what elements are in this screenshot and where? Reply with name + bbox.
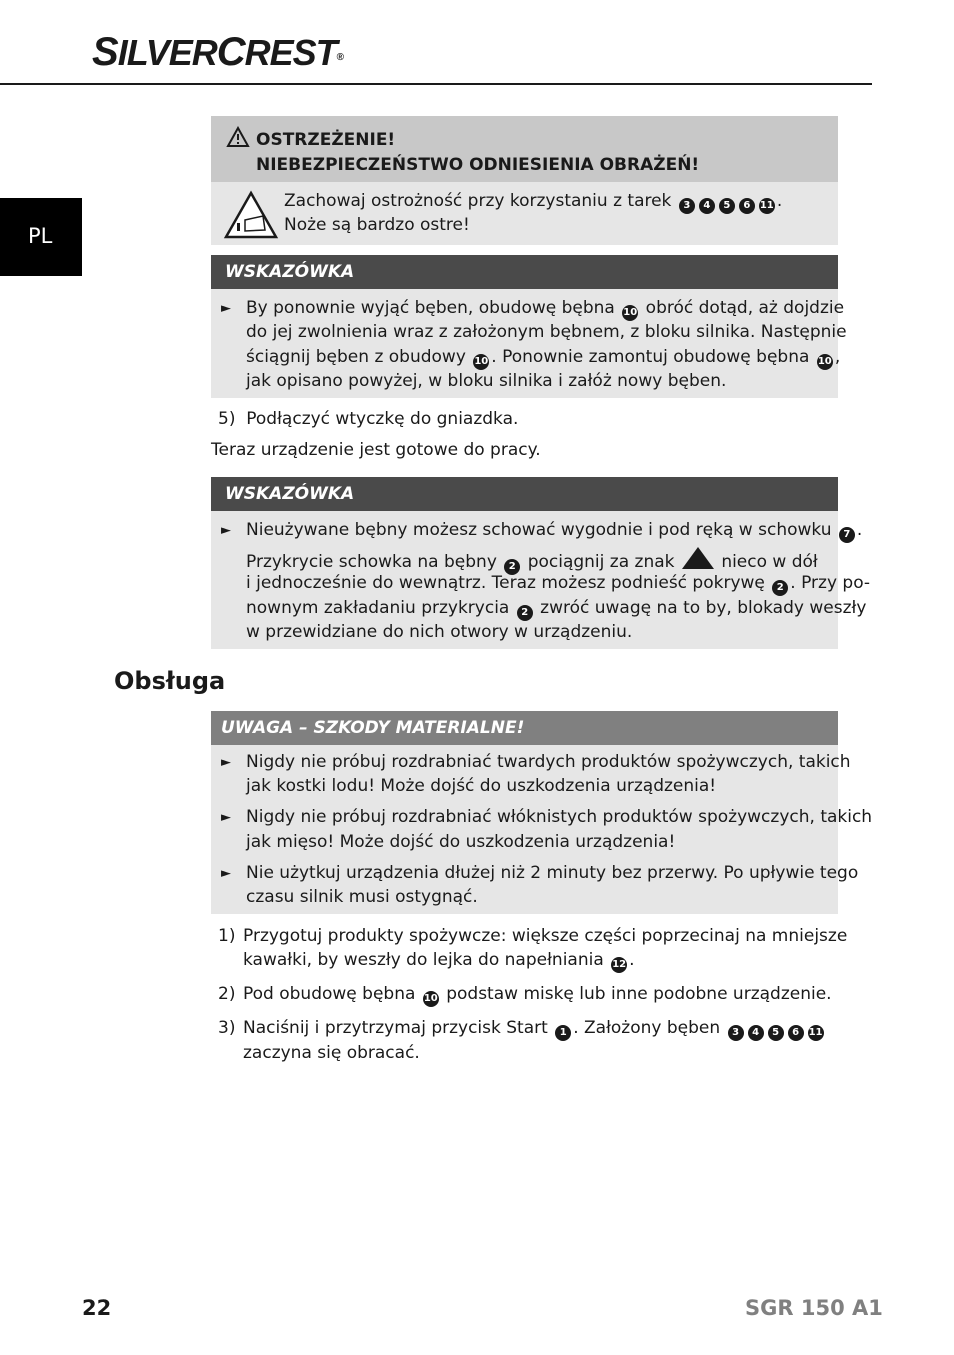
warning-subtitle: NIEBEZPIECZEŃSTWO ODNIESIENIA OBRAŻEŃ! (256, 155, 700, 175)
step-1-line-1: Przygotuj produkty spożywcze: większe części poprzecinaj na mniejsze (243, 926, 848, 946)
step-3-line-1: Naciśnij i przytrzymaj przycisk Start 1 . Założony bęben 3 4 5 6 11 (243, 1018, 826, 1041)
ready-text: Teraz urządzenie jest gotowe do pracy. (211, 440, 541, 460)
model-name: SGR 150 A1 (745, 1296, 883, 1320)
note-body (211, 511, 871, 649)
bullet-icon: ► (221, 523, 231, 538)
brand-logo: SILVERCREST® (92, 30, 343, 74)
language-tab: PL (0, 198, 82, 276)
note-line: jak opisano powyżej, w bloku silnika i załóż nowy bęben. (246, 371, 727, 391)
warning-line-1: Zachowaj ostrożność przy korzystaniu z tarek 3 4 5 6 11 . (284, 191, 782, 214)
caution-line: Nigdy nie próbuj rozdrabniać włóknistych produktów spożywczych, takich (246, 807, 873, 827)
note-line: nownym zakładaniu przykrycia 2 zwróć uwagę na to by, blokady weszły (246, 598, 866, 621)
caution-line: Nigdy nie próbuj rozdrabniać twardych produktów spożywczych, takich (246, 752, 851, 772)
step-1-line-2: kawałki, by weszły do lejka do napełniania 12 . (243, 950, 635, 973)
note-line: do jej zwolnienia wraz z założonym bębnem, z bloku silnika. Następnie (246, 322, 847, 342)
bullet-icon: ► (221, 755, 231, 770)
sharp-blade-warning-icon (223, 190, 279, 240)
warning-body (211, 182, 838, 245)
caution-header: UWAGA – SZKODY MATERIALNE! (211, 711, 838, 745)
step-3-line-2: zaczyna się obracać. (243, 1043, 420, 1063)
page-number: 22 (82, 1296, 112, 1320)
caution-body (211, 745, 873, 914)
step-5: 5) Podłączyć wtyczkę do gniazdka. (218, 409, 519, 429)
note-body (211, 289, 847, 398)
note-line: By ponownie wyjąć bęben, obudowę bębna 10 obróć dotąd, aż dojdzie (246, 298, 844, 321)
warning-title: OSTRZEŻENIE! (256, 130, 396, 150)
caution-line: czasu silnik musi ostygnąć. (246, 887, 478, 907)
step-2-num: 2) (218, 984, 236, 1004)
note-line: Przykrycie schowka na bębny 2 pociągnij za znak nieco w dół (246, 547, 818, 575)
caution-line: Nie użytkuj urządzenia dłużej niż 2 minuty bez przerwy. Po upływie tego (246, 863, 859, 883)
bullet-icon: ► (221, 866, 231, 881)
step-1-num: 1) (218, 926, 236, 946)
note-header: WSKAZÓWKA (211, 255, 838, 289)
note-line: w przewidziane do nich otwory w urządzeniu. (246, 622, 633, 642)
triangle-mark-icon (682, 547, 714, 569)
note-line: Nieużywane bębny możesz schować wygodnie i pod ręką w schowku 7 . (246, 520, 862, 543)
note-line: ściągnij bęben z obudowy 10 . Ponownie zamontuj obudowę bębna 10 , (246, 347, 840, 370)
caution-line: jak kostki lodu! Może dojść do uszkodzenia urządzenia! (246, 776, 717, 796)
note-line: i jednocześnie do wewnątrz. Teraz możesz podnieść pokrywę 2 . Przy po- (246, 573, 870, 596)
section-title: Obsługa (114, 667, 226, 695)
warning-line-2: Noże są bardzo ostre! (284, 215, 470, 235)
step-2-line: Pod obudowę bębna 10 podstaw miskę lub inne podobne urządzenie. (243, 984, 832, 1007)
bullet-icon: ► (221, 810, 231, 825)
note-header: WSKAZÓWKA (211, 477, 838, 511)
warning-triangle-icon (226, 126, 250, 148)
step-3-num: 3) (218, 1018, 236, 1038)
warning-header (211, 116, 838, 182)
bullet-icon: ► (221, 301, 231, 316)
header-rule (0, 83, 872, 85)
caution-line: jak mięso! Może dojść do uszkodzenia urządzenia! (246, 832, 676, 852)
